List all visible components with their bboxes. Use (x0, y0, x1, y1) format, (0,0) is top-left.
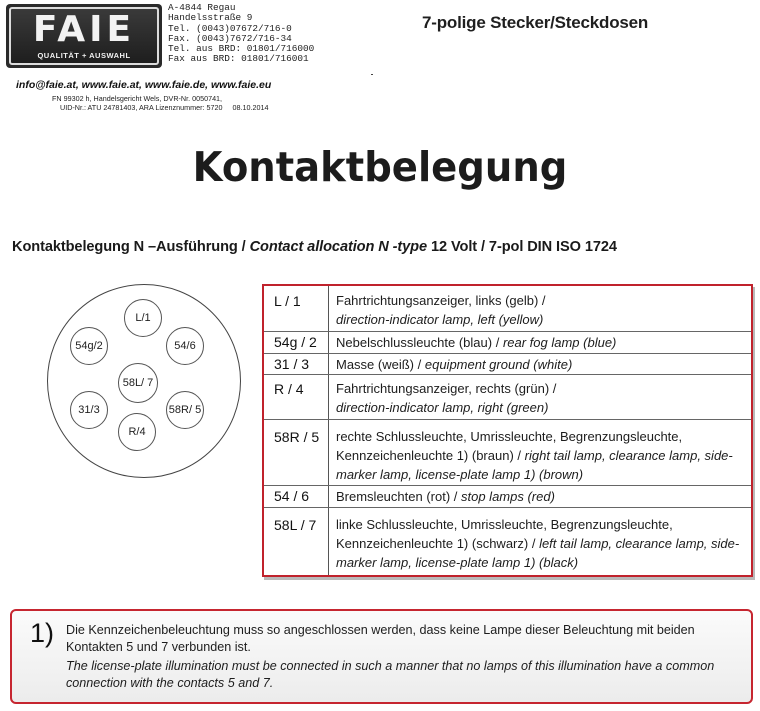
contact-description-de: Nebelschlussleuchte (blau) / (336, 335, 500, 350)
contact-table (262, 284, 753, 577)
phone-line: Tel. (0043)07672/716-0 (168, 22, 292, 34)
fax-brd-line: Fax aus BRD: 01801/716001 (168, 53, 309, 65)
phone-brd-line: Tel. aus BRD: 01801/716000 (168, 43, 315, 55)
contact-description-de: Bremsleuchten (rot) / (336, 489, 458, 504)
document-subject: 7-polige Stecker/Steckdosen (422, 13, 649, 32)
contact-code: 58R / 5 (274, 429, 320, 445)
section-title (12, 239, 617, 255)
logo-word: FAIE (32, 9, 136, 50)
pin-58l7: 58L/ 7 (118, 363, 158, 403)
contact-description (336, 291, 745, 329)
contact-description (336, 515, 745, 572)
contact-code: L / 1 (274, 293, 301, 309)
contact-description-de: Fahrtrichtungsanzeiger, links (gelb) / (336, 293, 546, 308)
footnote-text-en: The license-plate illumination must be connected in such a manner that no lamps of this illumination have a common connection with the contacts 5 and 7. (66, 659, 715, 690)
contact-description-en: right tail lamp, clearance lamp, side-marker lamp, license-plate lamp 1) (brown) (336, 448, 733, 482)
contact-description (336, 427, 745, 484)
pin-313: 31/3 (70, 391, 108, 429)
contact-web-links: info@faie.at, www.faie.at, www.faie.de, www.faie.eu (16, 79, 272, 91)
registry-text: UID-Nr.: ATU 24781403, ARA Lizenznummer: 5720 (60, 103, 223, 112)
registry-line-2 (60, 103, 268, 112)
address-line: A-4844 Regau (168, 2, 236, 13)
contact-description (336, 487, 745, 506)
contact-code: 54g / 2 (274, 334, 317, 350)
contact-description-de: Masse (weiß) / (336, 357, 422, 372)
table-row (264, 286, 751, 332)
contact-description-de: linke Schlussleuchte, Umrissleuchte, Begrenzungsleuchte, Kennzeichenleuchte 1) (schwarz) / (336, 517, 673, 551)
faie-logo (6, 4, 162, 68)
pin-54g2: 54g/2 (70, 327, 108, 365)
contact-code: 58L / 7 (274, 517, 317, 533)
footnote-number: 1) (30, 618, 55, 648)
contact-description-en: stop lamps (red) (461, 489, 555, 504)
document-date: 08.10.2014 (232, 103, 269, 112)
contact-description-de: Fahrtrichtungsanzeiger, rechts (grün) / (336, 381, 557, 396)
contact-code: 31 / 3 (274, 356, 310, 372)
logo-tagline: QUALITÄT + AUSWAHL (37, 51, 131, 60)
contact-code: 54 / 6 (274, 488, 310, 504)
contact-description-en: direction-indicator lamp, right (green) (336, 400, 549, 415)
contact-description-en: left tail lamp, clearance lamp, side-marker lamp, license-plate lamp 1) (black) (336, 536, 740, 570)
pin-l1: L/1 (124, 299, 162, 337)
fax-line: Fax. (0043)7672/716-34 (168, 32, 292, 44)
table-row (264, 354, 751, 375)
contact-description-de: rechte Schlussleuchte, Umrissleuchte, Begrenzungsleuchte, Kennzeichenleuchte 1) (braun) / (336, 429, 683, 463)
pin-r4: R/4 (118, 413, 156, 451)
registry-line-1: FN 99302 h, Handelsgericht Wels, DVR-Nr. 0050741, (52, 94, 223, 103)
section-title-spec: 12 Volt / 7-pol DIN ISO 1724 (431, 239, 617, 255)
page-title: Kontaktbelegung (192, 143, 568, 191)
contact-description (336, 333, 745, 352)
table-row (264, 375, 751, 420)
table-row (264, 420, 751, 486)
contact-code: R / 4 (274, 381, 304, 397)
section-title-de: Kontaktbelegung N –Ausführung / (12, 239, 246, 255)
socket-diagram (47, 284, 241, 478)
table-row (264, 508, 751, 575)
address-line: Handelsstraße 9 (168, 12, 253, 24)
contact-description-en: direction-indicator lamp, left (yellow) (336, 312, 544, 327)
pin-58r5: 58R/ 5 (166, 391, 204, 429)
table-row (264, 486, 751, 508)
footnote-text-de: Die Kennzeichenbeleuchtung muss so angeschlossen werden, dass keine Lampe dieser Beleuchtung mit beiden Kontakten 5 und 7 verbunden ist. (66, 623, 695, 654)
contact-description (336, 379, 745, 417)
contact-description-en: equipment ground (white) (424, 357, 573, 372)
contact-description-en: rear fog lamp (blue) (502, 335, 617, 350)
table-row (264, 332, 751, 354)
contact-description (336, 355, 745, 374)
stray-dot (371, 74, 373, 75)
footnote-box (10, 609, 753, 704)
section-title-en: Contact allocation N -type (249, 239, 428, 255)
company-address (168, 3, 314, 65)
pin-546: 54/6 (166, 327, 204, 365)
